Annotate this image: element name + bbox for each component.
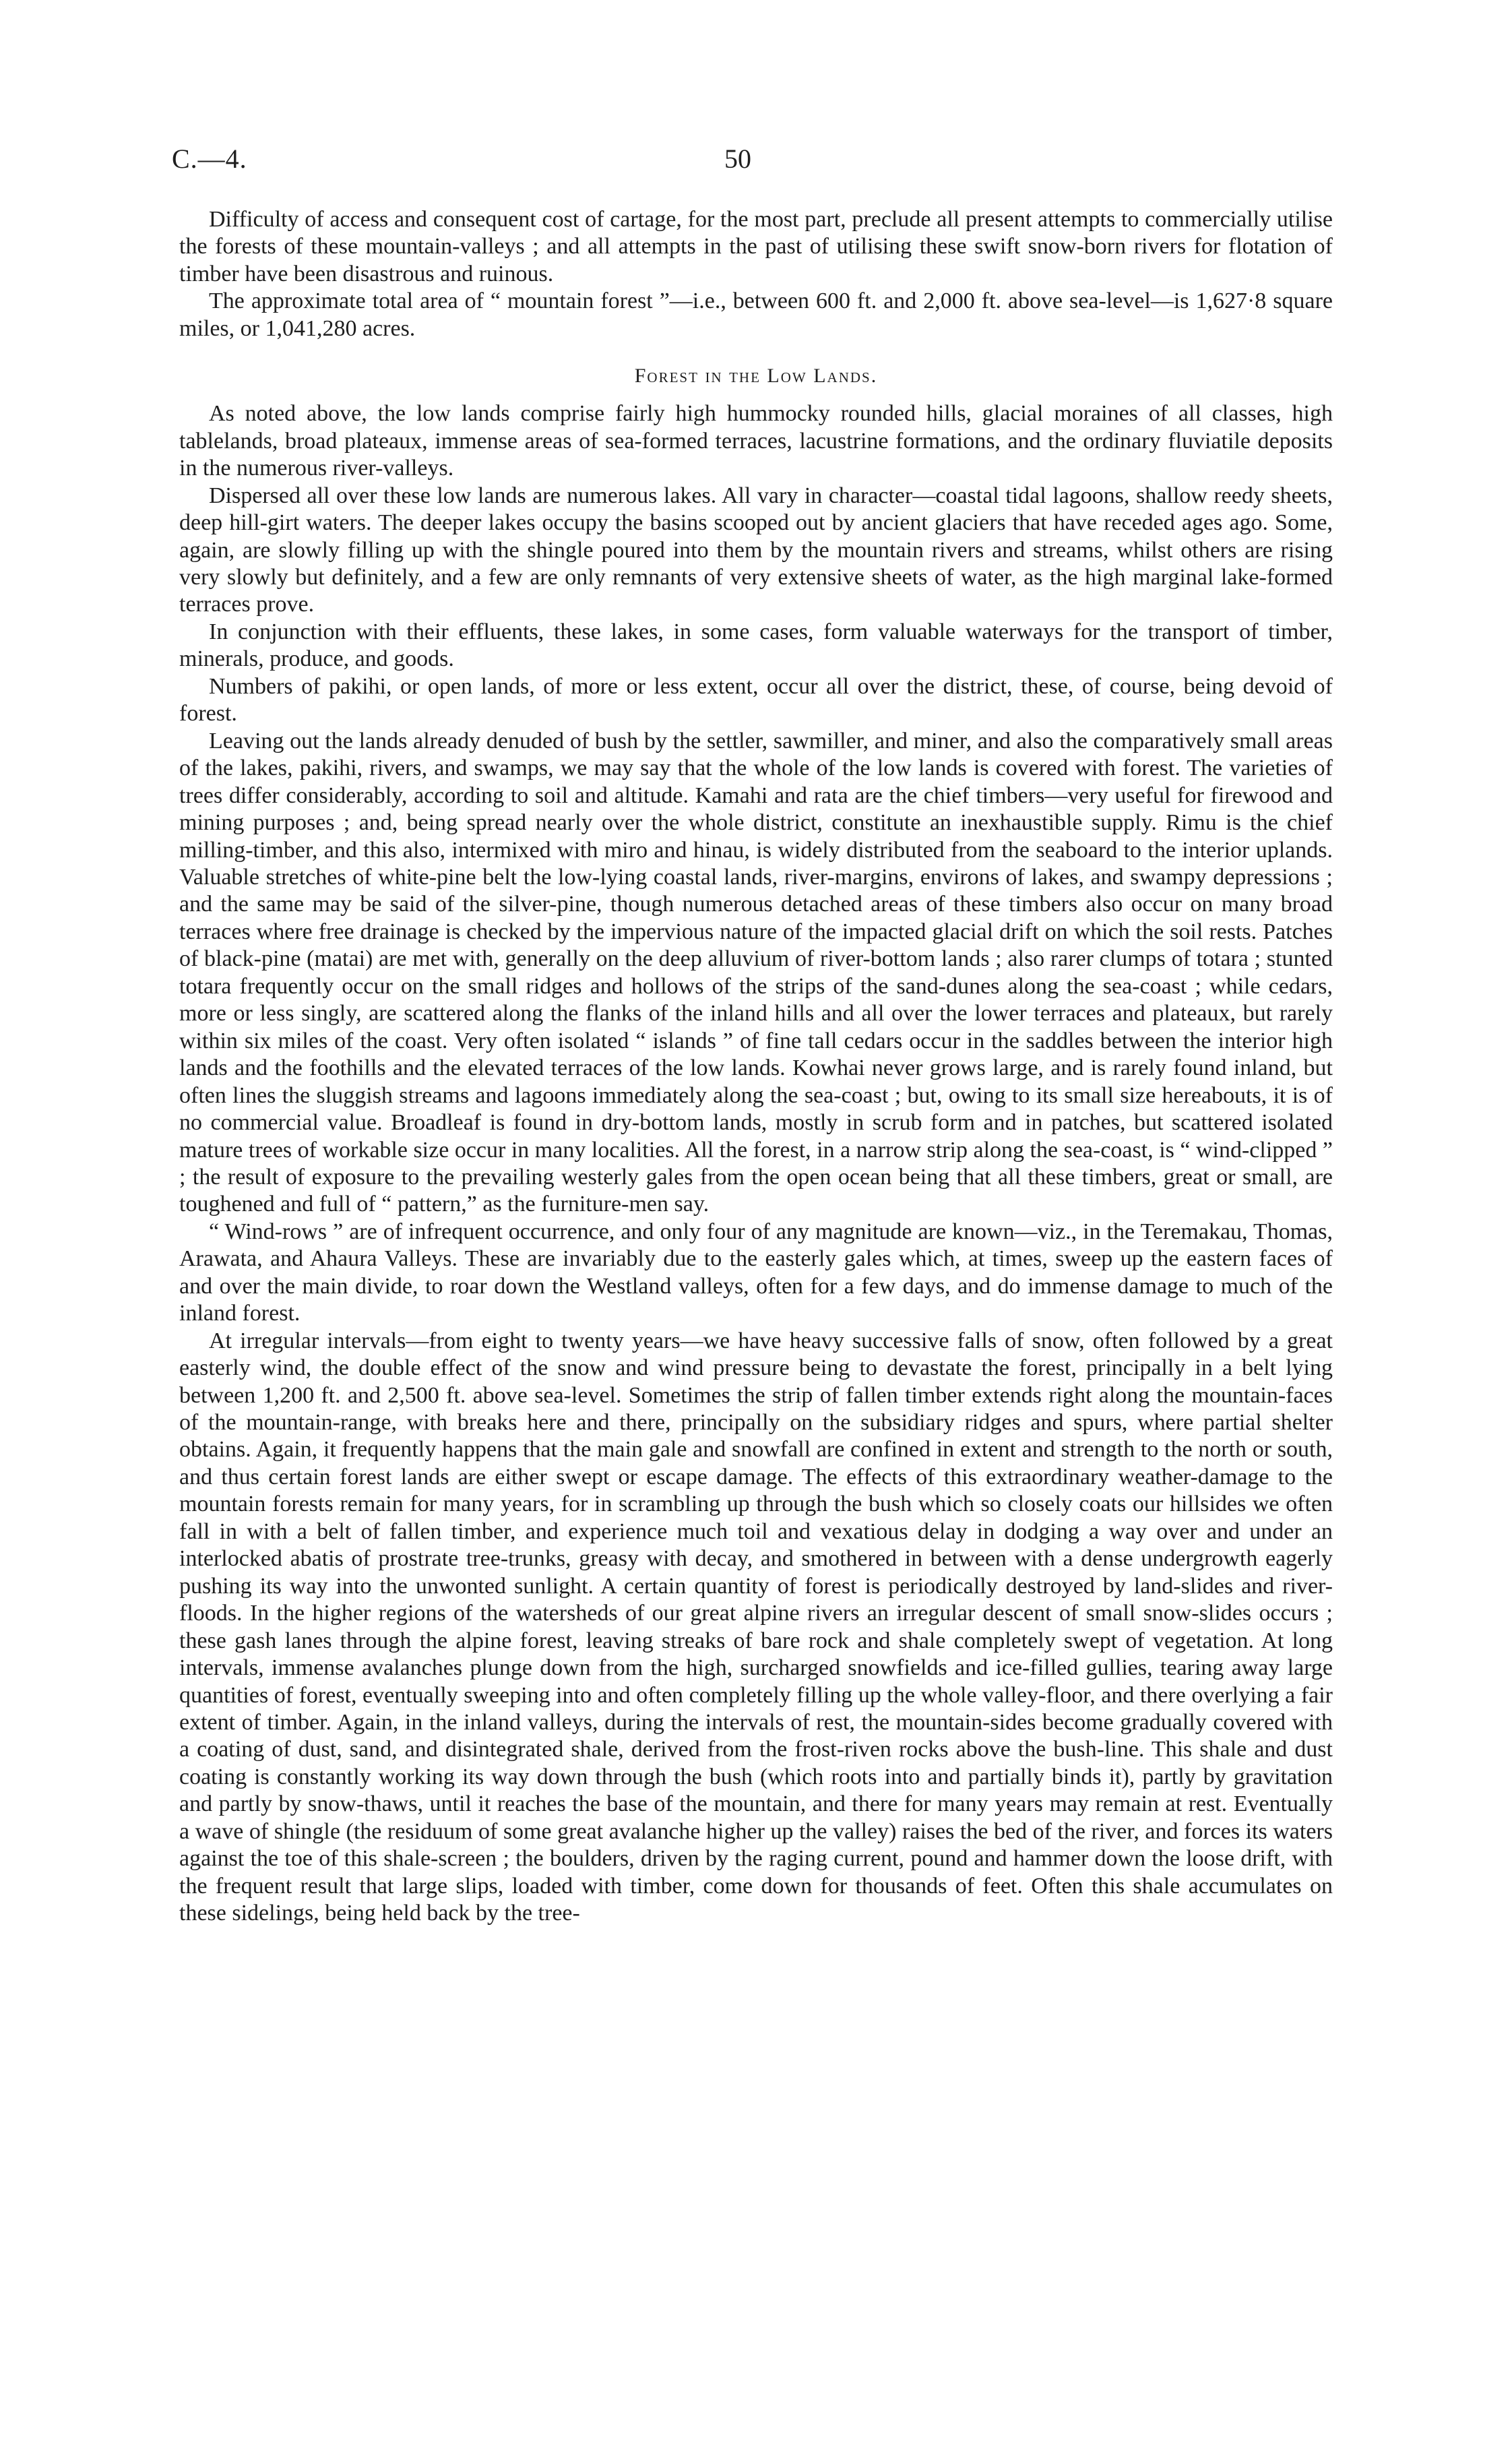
paragraph: As noted above, the low lands comprise fairly high hummocky rounded hills, glacial moraines of all classes, high tablelands, broad plateaux, immense areas of sea-formed terraces, lacustrine formations, and the ordinary fluviatile deposits in the numerous river-valleys. bbox=[179, 401, 1333, 481]
paragraph: Leaving out the lands already denuded of bush by the settler, sawmiller, and miner, and also the comparatively small areas of the lakes, pakihi, rivers, and swamps, we may say that the whole of the low lands is covered with forest. The varieties of trees differ considerably, according to soil and altitude. Kamahi and rata are the chief timbers—very useful for firewood and mining purposes ; and, being spread nearly over the whole district, constitute an inexhaustible supply. Rimu is the chief milling-timber, and this also, intermixed with miro and hinau, is widely distributed from the seaboard to the interior uplands. Valuable stretches of white-pine belt the low-lying coastal lands, river-margins, environs of lakes, and swampy depressions ; and the same may be said of the silver-pine, though numerous detached areas of these timbers also occur on many broad terraces where free drainage is checked by the impervious nature of the impacted glacial drift on which the soil rests. Patches of black-pine (matai) are met with, generally on the deep alluvium of river-bottom lands ; also rarer clumps of totara ; stunted totara frequently occur on the small ridges and hollows of the strips of the sand-dunes along the sea-coast ; while cedars, more or less singly, are scattered along the flanks of the inland hills and all over the lower terraces and plateaux, but rarely within six miles of the coast. Very often isolated “ islands ” of fine tall cedars occur in the saddles between the interior high lands and the foothills and the elevated terraces of the low lands. Kowhai never grows large, and is rarely found inland, but often lines the sluggish streams and lagoons immediately along the sea-coast ; but, owing to its small size hereabouts, it is of no commercial value. Broadleaf is found in dry-bottom lands, mostly in scrub form and in patches, but scattered isolated mature trees of workable size occur in many localities. All the forest, in a narrow strip along the sea-coast, is “ wind-clipped ” ; the result of exposure to the prevailing westerly gales from the open ocean being that all these timbers, great or small, are toughened and full of “ pattern,” as the furniture-men say. bbox=[179, 728, 1333, 1217]
paragraph: Difficulty of access and consequent cost of cartage, for the most part, preclude all present attempts to commercially utilise the forests of these mountain-valleys ; and all attempts in the past of utilising these swift snow-born rivers for flotation of timber have been disastrous and ruinous. bbox=[179, 207, 1333, 286]
document-reference: C.—4. bbox=[172, 144, 247, 174]
page-body bbox=[179, 206, 1333, 1928]
paragraph: Numbers of pakihi, or open lands, of more or less extent, occur all over the district, these, of course, being devoid of forest. bbox=[179, 673, 1333, 727]
page-header bbox=[172, 143, 1351, 183]
paragraph: Dispersed all over these low lands are numerous lakes. All vary in character—coastal tidal lagoons, shallow reedy sheets, deep hill-girt waters. The deeper lakes occupy the basins scooped out by ancient glaciers that have receded ages ago. Some, again, are slowly filling up with the shingle poured into them by the mountain rivers and streams, whilst others are rising very slowly but definitely, and a few are only remnants of very extensive sheets of water, as the high marginal lake-formed terraces prove. bbox=[179, 483, 1333, 617]
paragraph: In conjunction with their effluents, these lakes, in some cases, form valuable waterways for the transport of timber, minerals, produce, and goods. bbox=[179, 619, 1333, 672]
paragraph: “ Wind-rows ” are of infrequent occurrence, and only four of any magnitude are known—viz., in the Teremakau, Thomas, Arawata, and Ahaura Valleys. These are invariably due to the easterly gales which, at times, sweep up the eastern faces of and over the main divide, to roar down the Westland valleys, often for a few days, and do immense damage to much of the inland forest. bbox=[179, 1219, 1333, 1326]
section-heading: Forest in the Low Lands. bbox=[634, 365, 878, 388]
paragraph: At irregular intervals—from eight to twenty years—we have heavy successive falls of snow, often followed by a great easterly wind, the double effect of the snow and wind pressure being to devastate the forest, principally in a belt lying between 1,200 ft. and 2,500 ft. above sea-level. Sometimes the strip of fallen timber extends right along the mountain-faces of the mountain-range, with breaks here and there, principally on the subsidiary ridges and spurs, where partial shelter obtains. Again, it frequently happens that the main gale and snowfall are confined in extent and strength to the north or south, and thus certain forest lands are either swept or escape damage. The effects of this extraordinary weather-damage to the mountain forests remain for many years, for in scrambling up through the bush which so closely coats our hillsides we often fall in with a belt of fallen timber, and experience much toil and vexatious delay in dodging a way over and under an interlocked abatis of prostrate tree-trunks, greasy with decay, and smothered in between with a dense undergrowth eagerly pushing its way into the unwonted sunlight. A certain quantity of forest is periodically destroyed by land-slides and river-floods. In the higher regions of the watersheds of our great alpine rivers an irregular descent of small snow-slides occurs ; these gash lanes through the alpine forest, leaving streaks of bare rock and shale completely swept of vegetation. At long intervals, immense avalanches plunge down from the high, surcharged snowfields and ice-filled gullies, tearing away large quantities of forest, eventually sweeping into and often completely filling up the whole valley-floor, and there overlying a fair extent of timber. Again, in the inland valleys, during the intervals of rest, the mountain-sides become gradually covered with a coating of dust, sand, and disintegrated shale, derived from the frost-riven rocks above the bush-line. This shale and dust coating is constantly working its way down through the bush (which roots into and partially binds it), partly by gravitation and partly by snow-thaws, until it reaches the base of the mountain, and there for many years may remain at rest. Eventually a wave of shingle (the residuum of some great avalanche higher up the valley) raises the bed of the river, and forces its waters against the toe of this shale-screen ; the boulders, driven by the raging current, pound and hammer down the loose drift, with the frequent result that large slips, loaded with timber, come down for thousands of feet. Often this shale accumulates on these sidelings, being held back by the tree- bbox=[179, 1328, 1333, 1926]
paragraph: The approximate total area of “ mountain forest ”—i.e., between 600 ft. and 2,000 ft. above sea-level—is 1,627·8 square miles, or 1,041,280 acres. bbox=[179, 288, 1333, 341]
page-number: 50 bbox=[724, 144, 751, 174]
